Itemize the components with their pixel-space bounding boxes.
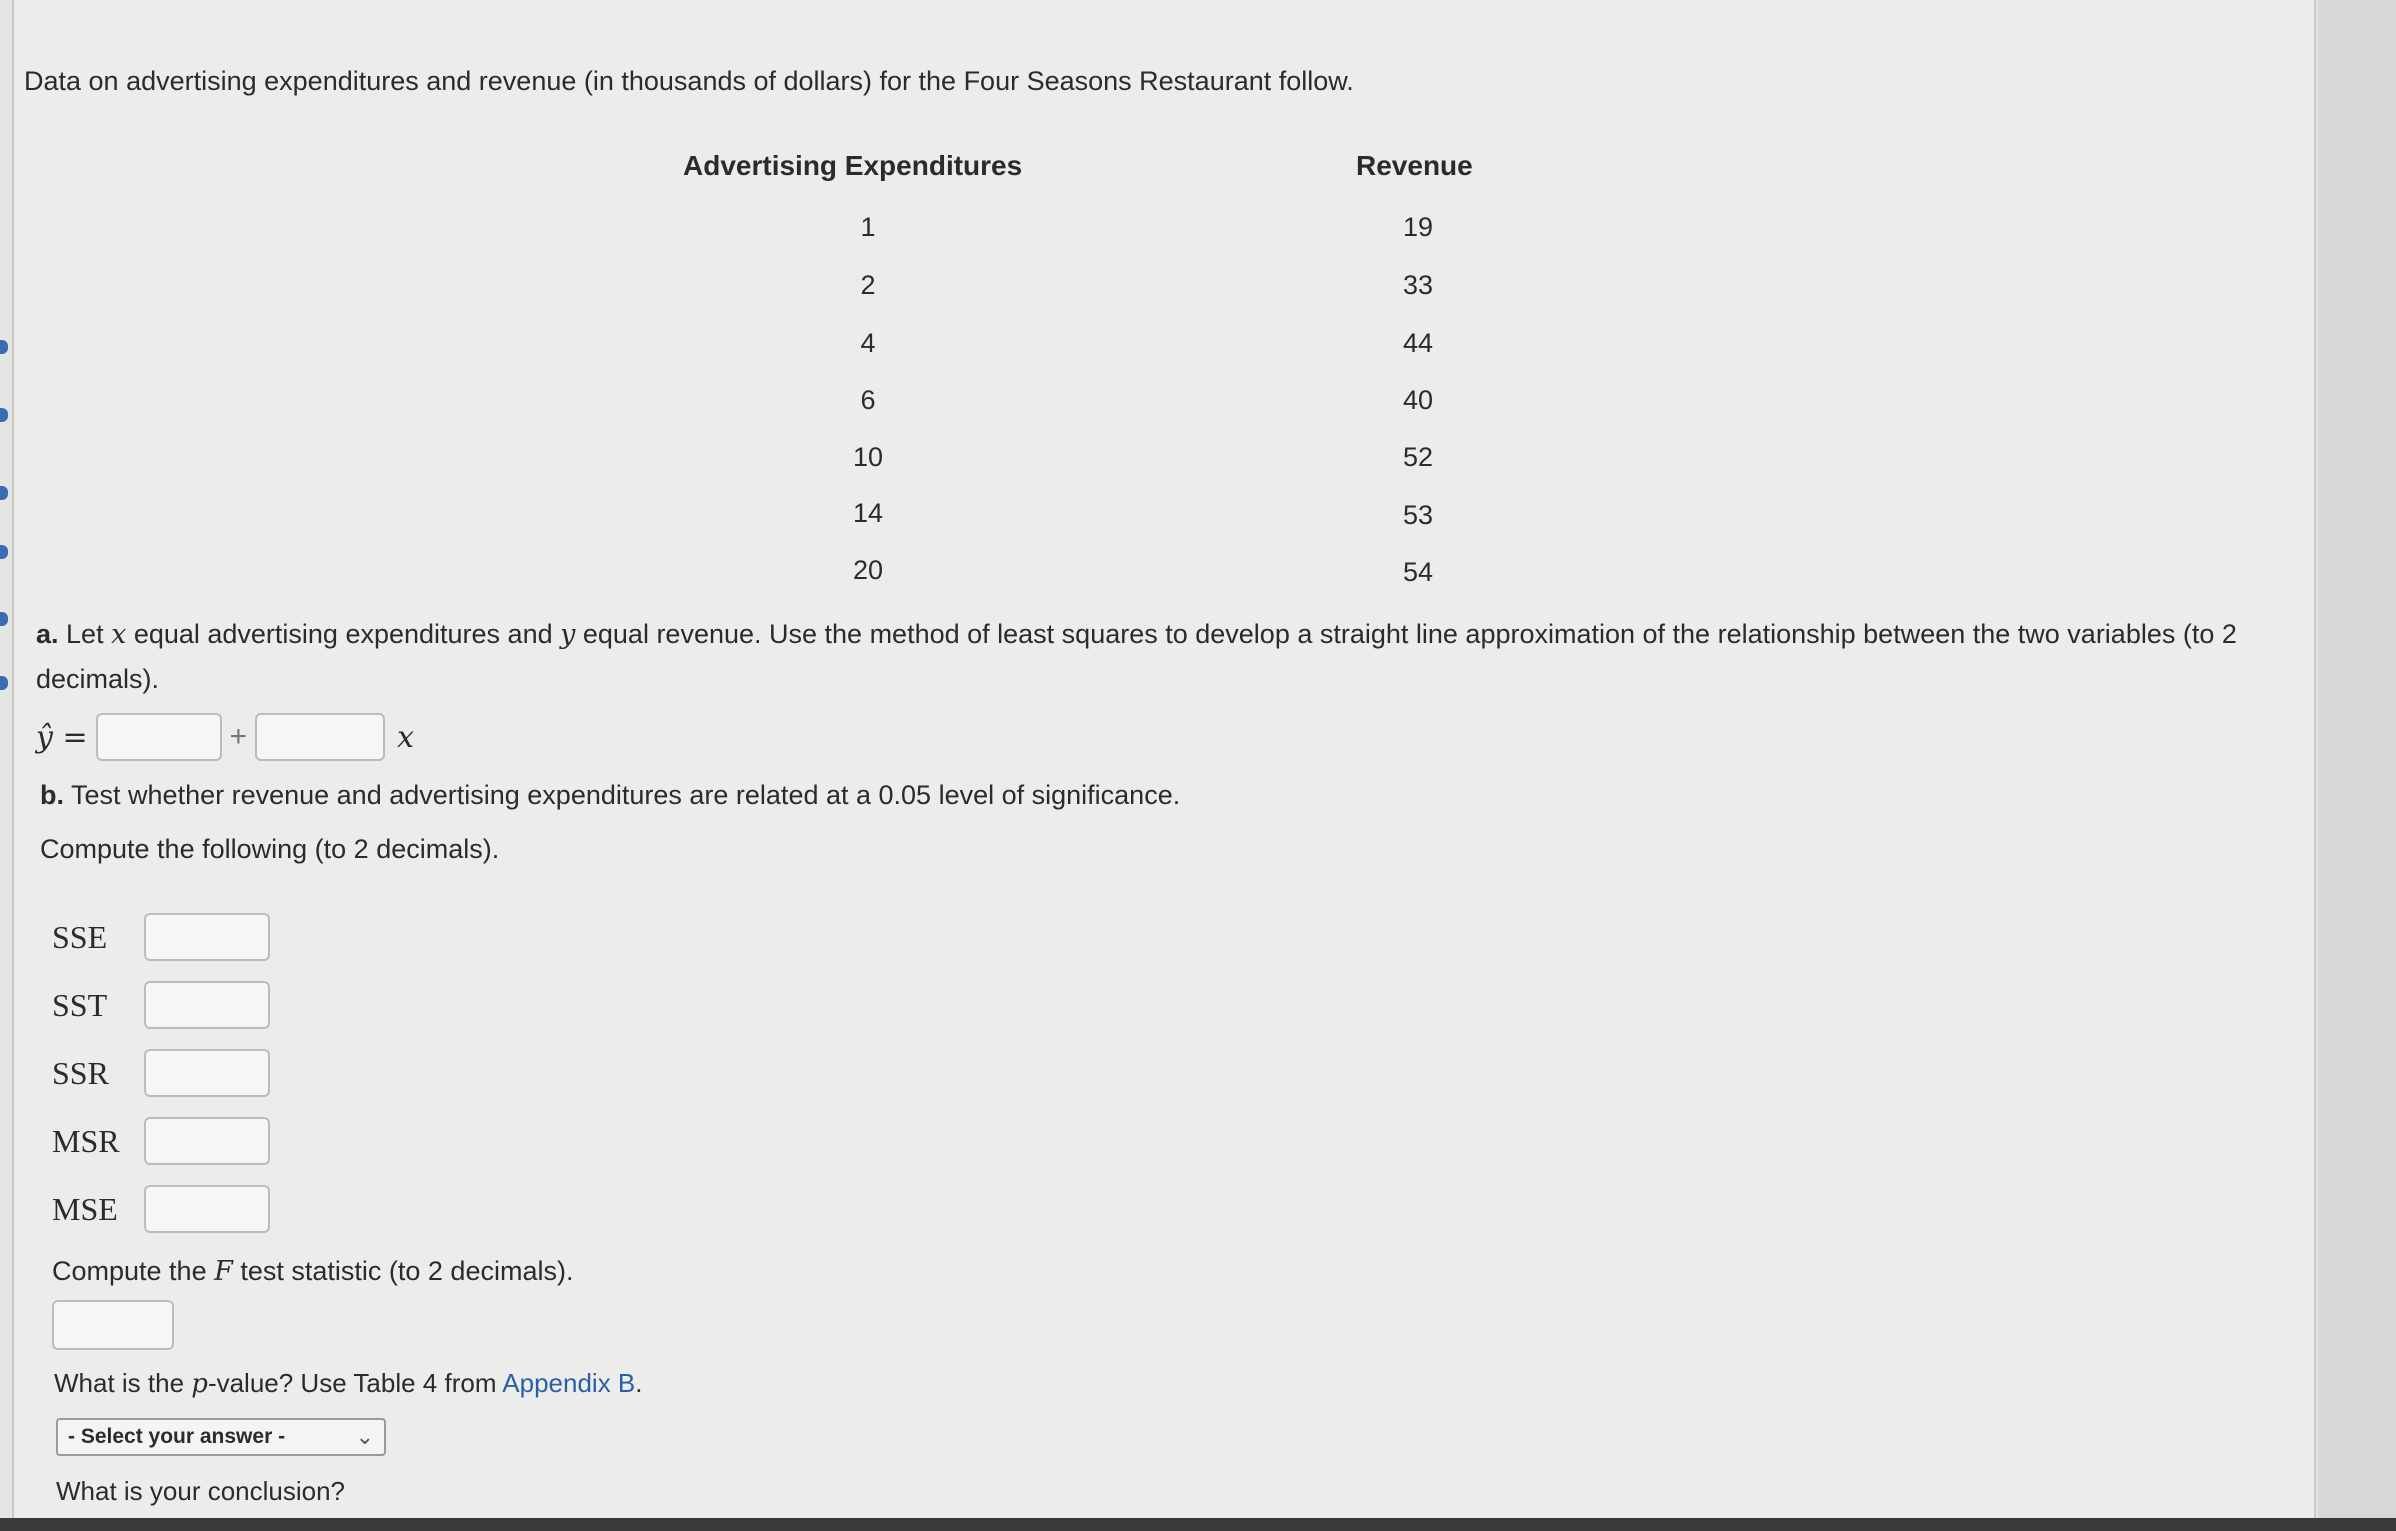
chevron-down-icon: ⌄ [355, 1424, 374, 1449]
f-text: decimals). [442, 1256, 574, 1286]
table-cell: 20 [852, 555, 884, 585]
part-b-prompt [40, 780, 1180, 811]
part-b-text: level of significance. [931, 780, 1181, 810]
mse-row [52, 1184, 270, 1234]
part-a-prompt [36, 612, 2276, 701]
table-cell: 14 [852, 498, 884, 528]
f-statistic-input[interactable] [52, 1300, 174, 1350]
intercept-input[interactable] [96, 713, 222, 761]
part-a-text: equal advertising expenditures and [126, 619, 561, 649]
table-cell: 44 [1402, 328, 1434, 358]
ssr-label: SSR [52, 1054, 109, 1091]
decimals-value: 2 [2221, 619, 2237, 649]
table-cell: 4 [860, 328, 876, 358]
table-cell: 19 [1402, 212, 1434, 242]
compute-text: decimals). [368, 834, 500, 864]
bottom-bezel [0, 1518, 2396, 1531]
left-marker [0, 486, 8, 500]
msr-row [52, 1116, 270, 1166]
sst-input[interactable] [144, 981, 270, 1029]
select-label: - Select your answer - [68, 1425, 286, 1448]
table-cell: 2 [860, 270, 876, 300]
p-text: What is the [54, 1368, 192, 1398]
compute-following-text [40, 834, 499, 865]
msr-label: MSR [52, 1122, 120, 1159]
part-a-label: a. [36, 619, 59, 649]
slope-input[interactable] [255, 713, 385, 761]
table-cell: 54 [1402, 557, 1434, 587]
intro-text: Data on advertising expenditures and revenue (in thousands of dollars) for the Four Seasons Restaurant follow. [24, 66, 1354, 96]
left-marker [0, 676, 8, 690]
part-b-text: Test whether revenue and advertising expenditures are related at a [64, 780, 879, 810]
part-b-label: b. [40, 780, 64, 810]
decimals-value: 2 [353, 834, 369, 864]
regression-equation [36, 712, 414, 762]
table-cell: 53 [1402, 500, 1434, 530]
table-cell: 40 [1402, 385, 1434, 415]
f-statistic-prompt [52, 1256, 573, 1287]
table-header-advertising: Advertising Expenditures [683, 150, 1023, 181]
table-cell: 1 [860, 212, 876, 242]
left-marker [0, 408, 8, 422]
table-header-revenue: Revenue [1356, 150, 1473, 181]
mse-input[interactable] [144, 1185, 270, 1233]
sst-label: SST [52, 986, 108, 1023]
p-value-select[interactable] [56, 1418, 386, 1456]
left-marker [0, 545, 8, 559]
p-value-prompt [54, 1368, 643, 1399]
right-scroll-strip [2318, 0, 2396, 1531]
mse-label: MSE [52, 1190, 118, 1227]
y-hat-label: ŷ = [36, 719, 88, 755]
decimals-value: 2 [427, 1256, 443, 1286]
var-x: x [111, 619, 127, 650]
p-text: . [635, 1368, 643, 1398]
appendix-b-link[interactable]: Appendix B [502, 1368, 636, 1398]
sse-label: SSE [52, 918, 108, 955]
msr-input[interactable] [144, 1117, 270, 1165]
part-a-text: equal revenue. Use the method of least squares to develop a straight line approximation of the relationship between the two variables (to [575, 619, 2222, 649]
ssr-input[interactable] [144, 1049, 270, 1097]
p-text: -value? Use Table 4 from [207, 1368, 503, 1398]
sse-input[interactable] [144, 913, 270, 961]
f-text: test statistic (to [232, 1256, 428, 1286]
plus-sign: + [229, 720, 248, 753]
part-a-text: Let [58, 619, 112, 649]
sse-row [52, 912, 270, 962]
x-variable: x [397, 719, 415, 755]
alpha-value: 0.05 [878, 780, 932, 810]
table-cell: 6 [860, 385, 876, 415]
table-cell: 33 [1402, 270, 1434, 300]
table-cell: 10 [852, 442, 884, 472]
conclusion-prompt: What is your conclusion? [56, 1476, 346, 1506]
left-marker [0, 612, 8, 626]
left-marker [0, 340, 8, 354]
part-a-text: decimals). [36, 664, 160, 694]
p-variable: p [191, 1369, 208, 1399]
var-y: y [560, 619, 576, 650]
ssr-row [52, 1048, 270, 1098]
compute-text: Compute the following (to [40, 834, 354, 864]
f-text: Compute the [52, 1256, 215, 1286]
table-cell: 52 [1402, 442, 1434, 472]
f-variable: F [214, 1256, 233, 1287]
sst-row [52, 980, 270, 1030]
